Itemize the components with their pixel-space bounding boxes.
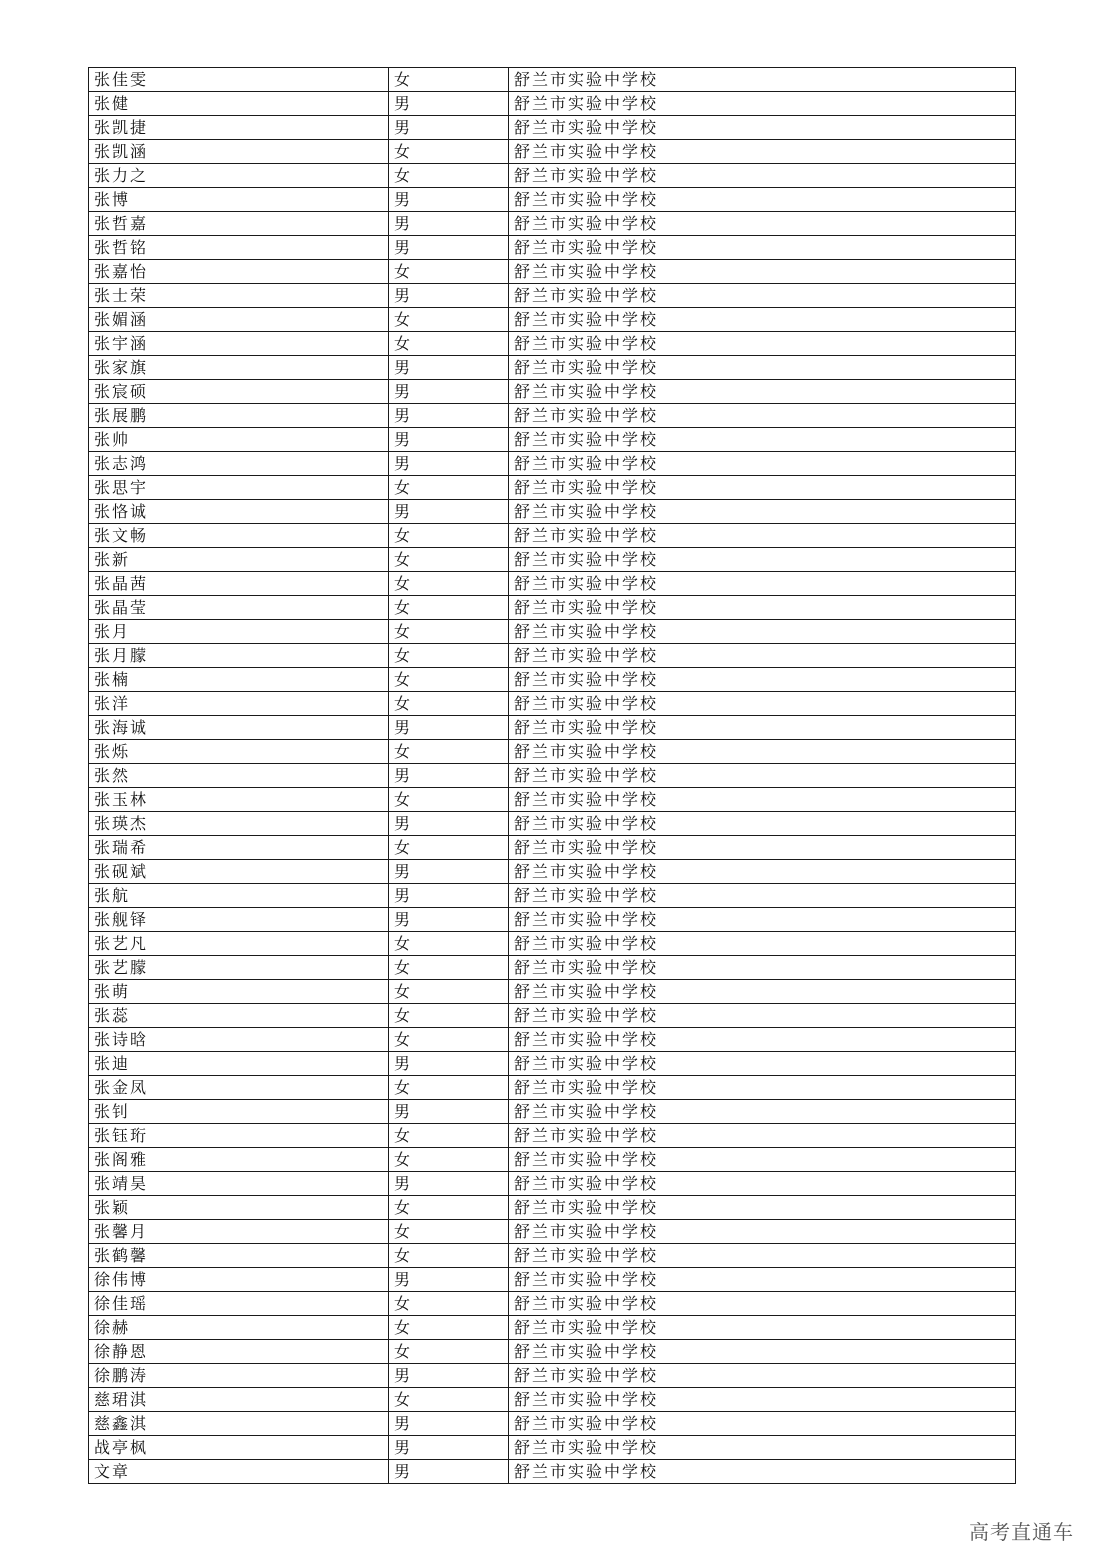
student-gender-cell: 男: [389, 1172, 509, 1196]
student-gender-cell: 男: [389, 356, 509, 380]
student-school-cell: 舒兰市实验中学校: [509, 404, 1016, 428]
student-gender-cell: 男: [389, 1100, 509, 1124]
student-name-cell: 战亭枫: [89, 1436, 389, 1460]
student-school-cell: 舒兰市实验中学校: [509, 1028, 1016, 1052]
student-school-cell: 舒兰市实验中学校: [509, 212, 1016, 236]
student-name-cell: 张志鸿: [89, 452, 389, 476]
student-roster-table: [88, 67, 1016, 1484]
table-row: [89, 740, 1016, 764]
student-school-cell: 舒兰市实验中学校: [509, 92, 1016, 116]
student-name-cell: 张月朦: [89, 644, 389, 668]
student-name-cell: 张宇涵: [89, 332, 389, 356]
student-school-cell: 舒兰市实验中学校: [509, 1340, 1016, 1364]
student-school-cell: 舒兰市实验中学校: [509, 476, 1016, 500]
table-row: [89, 68, 1016, 92]
student-gender-cell: 女: [389, 164, 509, 188]
student-name-cell: 张鹤馨: [89, 1244, 389, 1268]
table-row: [89, 1076, 1016, 1100]
student-gender-cell: 女: [389, 260, 509, 284]
student-name-cell: 张艺朦: [89, 956, 389, 980]
student-name-cell: 张海诚: [89, 716, 389, 740]
student-school-cell: 舒兰市实验中学校: [509, 1172, 1016, 1196]
student-gender-cell: 女: [389, 1244, 509, 1268]
table-row: [89, 1100, 1016, 1124]
student-name-cell: 张萌: [89, 980, 389, 1004]
student-name-cell: 张蕊: [89, 1004, 389, 1028]
student-name-cell: 慈鑫淇: [89, 1412, 389, 1436]
student-school-cell: 舒兰市实验中学校: [509, 524, 1016, 548]
student-name-cell: 张阁雅: [89, 1148, 389, 1172]
student-gender-cell: 女: [389, 836, 509, 860]
student-name-cell: 张楠: [89, 668, 389, 692]
table-row: [89, 956, 1016, 980]
student-school-cell: 舒兰市实验中学校: [509, 1460, 1016, 1484]
student-name-cell: 张诗晗: [89, 1028, 389, 1052]
student-gender-cell: 男: [389, 116, 509, 140]
student-name-cell: 张博: [89, 188, 389, 212]
student-school-cell: 舒兰市实验中学校: [509, 1124, 1016, 1148]
student-school-cell: 舒兰市实验中学校: [509, 1100, 1016, 1124]
student-name-cell: 张晶莹: [89, 596, 389, 620]
student-gender-cell: 男: [389, 404, 509, 428]
table-row: [89, 812, 1016, 836]
table-row: [89, 1052, 1016, 1076]
table-row: [89, 1388, 1016, 1412]
student-name-cell: 张凯涵: [89, 140, 389, 164]
student-name-cell: 张嘉怡: [89, 260, 389, 284]
student-gender-cell: 女: [389, 332, 509, 356]
student-school-cell: 舒兰市实验中学校: [509, 932, 1016, 956]
table-row: [89, 188, 1016, 212]
student-gender-cell: 女: [389, 548, 509, 572]
student-school-cell: 舒兰市实验中学校: [509, 692, 1016, 716]
table-row: [89, 788, 1016, 812]
student-school-cell: 舒兰市实验中学校: [509, 236, 1016, 260]
table-row: [89, 764, 1016, 788]
student-school-cell: 舒兰市实验中学校: [509, 716, 1016, 740]
table-row: [89, 932, 1016, 956]
student-gender-cell: 男: [389, 428, 509, 452]
table-row: [89, 836, 1016, 860]
student-gender-cell: 女: [389, 644, 509, 668]
student-name-cell: 张文畅: [89, 524, 389, 548]
student-gender-cell: 男: [389, 380, 509, 404]
student-gender-cell: 男: [389, 908, 509, 932]
student-school-cell: 舒兰市实验中学校: [509, 548, 1016, 572]
student-gender-cell: 女: [389, 1028, 509, 1052]
student-gender-cell: 男: [389, 716, 509, 740]
student-school-cell: 舒兰市实验中学校: [509, 860, 1016, 884]
student-school-cell: 舒兰市实验中学校: [509, 332, 1016, 356]
table-row: [89, 1292, 1016, 1316]
table-row: [89, 1124, 1016, 1148]
student-gender-cell: 男: [389, 1436, 509, 1460]
student-gender-cell: 男: [389, 284, 509, 308]
student-school-cell: 舒兰市实验中学校: [509, 836, 1016, 860]
table-row: [89, 620, 1016, 644]
student-gender-cell: 女: [389, 1316, 509, 1340]
table-row: [89, 380, 1016, 404]
student-gender-cell: 男: [389, 860, 509, 884]
student-name-cell: 张媚涵: [89, 308, 389, 332]
table-row: [89, 260, 1016, 284]
student-school-cell: 舒兰市实验中学校: [509, 572, 1016, 596]
table-row: [89, 1268, 1016, 1292]
student-gender-cell: 女: [389, 740, 509, 764]
student-school-cell: 舒兰市实验中学校: [509, 1148, 1016, 1172]
student-school-cell: 舒兰市实验中学校: [509, 812, 1016, 836]
student-gender-cell: 女: [389, 1220, 509, 1244]
student-name-cell: 张玉林: [89, 788, 389, 812]
table-row: [89, 356, 1016, 380]
student-name-cell: 张航: [89, 884, 389, 908]
student-name-cell: 张艺凡: [89, 932, 389, 956]
student-gender-cell: 女: [389, 308, 509, 332]
student-gender-cell: 女: [389, 140, 509, 164]
table-row: [89, 524, 1016, 548]
table-row: [89, 1364, 1016, 1388]
student-gender-cell: 女: [389, 788, 509, 812]
student-gender-cell: 女: [389, 572, 509, 596]
table-row: [89, 92, 1016, 116]
table-row: [89, 500, 1016, 524]
student-name-cell: 张瑞希: [89, 836, 389, 860]
table-row: [89, 1244, 1016, 1268]
table-row: [89, 884, 1016, 908]
student-gender-cell: 男: [389, 1268, 509, 1292]
student-name-cell: 张钊: [89, 1100, 389, 1124]
student-name-cell: 张瑛杰: [89, 812, 389, 836]
student-gender-cell: 男: [389, 1052, 509, 1076]
table-row: [89, 1340, 1016, 1364]
student-school-cell: 舒兰市实验中学校: [509, 188, 1016, 212]
table-row: [89, 692, 1016, 716]
student-school-cell: 舒兰市实验中学校: [509, 116, 1016, 140]
student-school-cell: 舒兰市实验中学校: [509, 644, 1016, 668]
table-row: [89, 644, 1016, 668]
student-gender-cell: 女: [389, 692, 509, 716]
table-row: [89, 308, 1016, 332]
student-school-cell: 舒兰市实验中学校: [509, 380, 1016, 404]
student-school-cell: 舒兰市实验中学校: [509, 980, 1016, 1004]
student-name-cell: 张新: [89, 548, 389, 572]
student-gender-cell: 女: [389, 1124, 509, 1148]
student-school-cell: 舒兰市实验中学校: [509, 788, 1016, 812]
student-name-cell: 张钰珩: [89, 1124, 389, 1148]
student-gender-cell: 男: [389, 812, 509, 836]
student-name-cell: 张宸硕: [89, 380, 389, 404]
student-name-cell: 徐鹏涛: [89, 1364, 389, 1388]
table-row: [89, 1460, 1016, 1484]
student-name-cell: 张士荣: [89, 284, 389, 308]
student-school-cell: 舒兰市实验中学校: [509, 1436, 1016, 1460]
student-name-cell: 张思宇: [89, 476, 389, 500]
student-school-cell: 舒兰市实验中学校: [509, 1364, 1016, 1388]
student-name-cell: 张恪诚: [89, 500, 389, 524]
table-row: [89, 668, 1016, 692]
student-gender-cell: 女: [389, 596, 509, 620]
student-school-cell: 舒兰市实验中学校: [509, 1052, 1016, 1076]
student-name-cell: 张展鹏: [89, 404, 389, 428]
student-gender-cell: 女: [389, 620, 509, 644]
student-school-cell: 舒兰市实验中学校: [509, 1244, 1016, 1268]
table-row: [89, 1196, 1016, 1220]
student-name-cell: 张烁: [89, 740, 389, 764]
student-gender-cell: 女: [389, 1388, 509, 1412]
student-name-cell: 张靖昊: [89, 1172, 389, 1196]
table-row: [89, 1028, 1016, 1052]
watermark: 高考直通车: [969, 1520, 1074, 1544]
table-row: [89, 548, 1016, 572]
student-school-cell: 舒兰市实验中学校: [509, 140, 1016, 164]
student-gender-cell: 男: [389, 1460, 509, 1484]
student-gender-cell: 女: [389, 956, 509, 980]
student-name-cell: 张凯捷: [89, 116, 389, 140]
student-name-cell: 张健: [89, 92, 389, 116]
table-row: [89, 476, 1016, 500]
student-name-cell: 张帅: [89, 428, 389, 452]
table-row: [89, 860, 1016, 884]
student-school-cell: 舒兰市实验中学校: [509, 1076, 1016, 1100]
student-name-cell: 张力之: [89, 164, 389, 188]
table-row: [89, 1412, 1016, 1436]
student-school-cell: 舒兰市实验中学校: [509, 1196, 1016, 1220]
table-row: [89, 452, 1016, 476]
student-school-cell: 舒兰市实验中学校: [509, 764, 1016, 788]
student-gender-cell: 男: [389, 188, 509, 212]
student-gender-cell: 男: [389, 212, 509, 236]
student-name-cell: 徐静恩: [89, 1340, 389, 1364]
student-gender-cell: 女: [389, 1196, 509, 1220]
student-gender-cell: 女: [389, 1340, 509, 1364]
table-row: [89, 404, 1016, 428]
student-gender-cell: 男: [389, 500, 509, 524]
table-row: [89, 236, 1016, 260]
student-gender-cell: 女: [389, 1148, 509, 1172]
table-row: [89, 980, 1016, 1004]
student-name-cell: 徐佳瑶: [89, 1292, 389, 1316]
table-row: [89, 116, 1016, 140]
student-school-cell: 舒兰市实验中学校: [509, 620, 1016, 644]
student-name-cell: 张洋: [89, 692, 389, 716]
student-school-cell: 舒兰市实验中学校: [509, 1388, 1016, 1412]
student-school-cell: 舒兰市实验中学校: [509, 740, 1016, 764]
table-row: [89, 1316, 1016, 1340]
student-school-cell: 舒兰市实验中学校: [509, 500, 1016, 524]
student-gender-cell: 女: [389, 1292, 509, 1316]
student-school-cell: 舒兰市实验中学校: [509, 260, 1016, 284]
student-name-cell: 张砚斌: [89, 860, 389, 884]
student-school-cell: 舒兰市实验中学校: [509, 356, 1016, 380]
student-school-cell: 舒兰市实验中学校: [509, 308, 1016, 332]
student-gender-cell: 男: [389, 92, 509, 116]
student-school-cell: 舒兰市实验中学校: [509, 164, 1016, 188]
table-row: [89, 428, 1016, 452]
student-school-cell: 舒兰市实验中学校: [509, 1316, 1016, 1340]
table-row: [89, 284, 1016, 308]
student-school-cell: 舒兰市实验中学校: [509, 1004, 1016, 1028]
student-gender-cell: 女: [389, 524, 509, 548]
student-school-cell: 舒兰市实验中学校: [509, 596, 1016, 620]
student-school-cell: 舒兰市实验中学校: [509, 428, 1016, 452]
table-row: [89, 140, 1016, 164]
table-row: [89, 716, 1016, 740]
student-name-cell: 张哲嘉: [89, 212, 389, 236]
student-gender-cell: 男: [389, 884, 509, 908]
student-gender-cell: 女: [389, 980, 509, 1004]
student-gender-cell: 女: [389, 476, 509, 500]
student-school-cell: 舒兰市实验中学校: [509, 1292, 1016, 1316]
student-name-cell: 张月: [89, 620, 389, 644]
student-school-cell: 舒兰市实验中学校: [509, 908, 1016, 932]
table-row: [89, 1148, 1016, 1172]
student-name-cell: 张然: [89, 764, 389, 788]
student-school-cell: 舒兰市实验中学校: [509, 1220, 1016, 1244]
table-row: [89, 572, 1016, 596]
table-row: [89, 908, 1016, 932]
student-school-cell: 舒兰市实验中学校: [509, 284, 1016, 308]
student-name-cell: 张哲铭: [89, 236, 389, 260]
table-row: [89, 164, 1016, 188]
student-school-cell: 舒兰市实验中学校: [509, 68, 1016, 92]
student-gender-cell: 男: [389, 236, 509, 260]
student-gender-cell: 女: [389, 1076, 509, 1100]
student-gender-cell: 女: [389, 932, 509, 956]
roster-body: [89, 68, 1016, 1484]
student-name-cell: 文章: [89, 1460, 389, 1484]
student-name-cell: 徐赫: [89, 1316, 389, 1340]
student-name-cell: 张晶茜: [89, 572, 389, 596]
table-row: [89, 596, 1016, 620]
student-name-cell: 张迪: [89, 1052, 389, 1076]
student-name-cell: 慈珺淇: [89, 1388, 389, 1412]
student-name-cell: 张家旗: [89, 356, 389, 380]
student-gender-cell: 男: [389, 452, 509, 476]
student-school-cell: 舒兰市实验中学校: [509, 452, 1016, 476]
student-name-cell: 张颖: [89, 1196, 389, 1220]
student-gender-cell: 男: [389, 1412, 509, 1436]
student-school-cell: 舒兰市实验中学校: [509, 956, 1016, 980]
student-gender-cell: 男: [389, 764, 509, 788]
student-school-cell: 舒兰市实验中学校: [509, 1412, 1016, 1436]
table-row: [89, 212, 1016, 236]
student-name-cell: 张佳雯: [89, 68, 389, 92]
table-row: [89, 1172, 1016, 1196]
table-row: [89, 332, 1016, 356]
student-school-cell: 舒兰市实验中学校: [509, 668, 1016, 692]
table-row: [89, 1004, 1016, 1028]
student-gender-cell: 女: [389, 668, 509, 692]
table-row: [89, 1436, 1016, 1460]
student-gender-cell: 女: [389, 1004, 509, 1028]
student-name-cell: 张舰铎: [89, 908, 389, 932]
student-name-cell: 张金凤: [89, 1076, 389, 1100]
student-gender-cell: 男: [389, 1364, 509, 1388]
student-name-cell: 张馨月: [89, 1220, 389, 1244]
student-school-cell: 舒兰市实验中学校: [509, 884, 1016, 908]
student-gender-cell: 女: [389, 68, 509, 92]
table-row: [89, 1220, 1016, 1244]
student-name-cell: 徐伟博: [89, 1268, 389, 1292]
student-school-cell: 舒兰市实验中学校: [509, 1268, 1016, 1292]
